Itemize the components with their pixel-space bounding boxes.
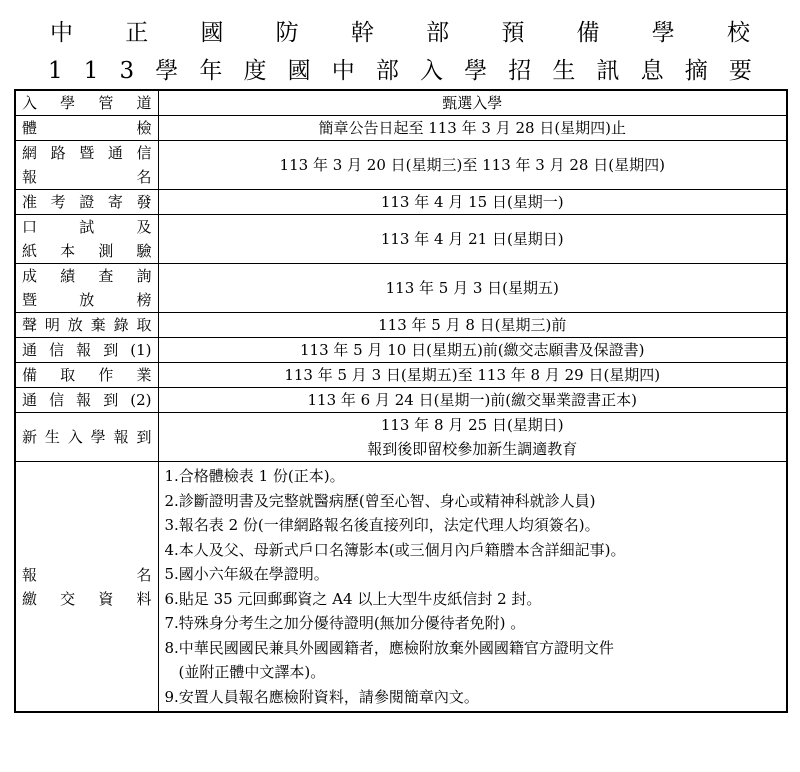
row-label-char: 報 (76, 341, 92, 359)
row-label-char: 榜 (136, 291, 152, 309)
row-label-char: 信 (136, 144, 152, 162)
row-label-char: 測 (98, 242, 114, 260)
row-label-char: 通 (22, 341, 38, 359)
row-label-char: 明 (44, 316, 60, 334)
row-label-line (22, 425, 152, 449)
title-char: 1 (48, 58, 63, 84)
title-char: 入 (420, 58, 444, 84)
row-label-line (22, 264, 152, 288)
row-value-line: 簡章公告日起至 113 年 3 月 28 日(星期四)止 (318, 119, 627, 137)
title-char: 部 (375, 58, 399, 84)
row-label-line (22, 388, 152, 412)
title-char: 校 (726, 20, 750, 46)
row-label (15, 90, 158, 116)
row-value (158, 215, 787, 264)
row-label-char: 績 (60, 267, 76, 285)
row-label-char: 報 (22, 565, 38, 584)
row-label-char: 試 (79, 218, 95, 236)
row-label-char: 報 (113, 428, 129, 446)
row-value (158, 90, 787, 116)
document-item: 9.安置人員報名應檢附資料，請參閱簡章內文。 (164, 687, 479, 706)
row-label-char: 准 (22, 193, 38, 211)
school-name-title (50, 18, 750, 48)
row-label (15, 338, 158, 363)
row-label-char: 到 (103, 391, 119, 409)
row-label (15, 215, 158, 264)
title-char: 1 (83, 58, 99, 84)
table-row (15, 313, 787, 338)
document-item: 4.本人及父、母新式戶口名簿影本(或三個月內戶籍謄本含詳細記事)。 (164, 540, 626, 559)
document-item: 8.中華民國國民兼具外國國籍者，應檢附放棄外國國籍官方證明文件 (164, 638, 614, 657)
title-char: 年 (199, 58, 223, 84)
document-item: 5.國小六年級在學證明。 (164, 565, 329, 583)
row-label-char: 料 (136, 589, 152, 608)
required-documents-list (158, 462, 787, 713)
row-label-char: 交 (60, 589, 76, 608)
row-label-line (22, 239, 152, 263)
row-label-char: 取 (60, 366, 76, 384)
row-label-char: 聲 (22, 316, 38, 334)
row-label-line (22, 141, 152, 165)
row-label-char: 學 (90, 428, 106, 446)
row-value (158, 338, 787, 363)
row-value-line: 113 年 6 月 24 日(星期一)前(繳交畢業證書正本) (307, 391, 637, 409)
row-label-char: 名 (136, 565, 152, 584)
row-value-line: 113 年 5 月 8 日(星期三)前 (378, 316, 567, 334)
row-label-char: 成 (22, 267, 38, 285)
table-row (15, 264, 787, 313)
table-row (15, 116, 787, 141)
table-row (15, 141, 787, 190)
row-label-char: 作 (98, 366, 114, 384)
title-char: 學 (651, 20, 675, 46)
title-char: 幹 (350, 20, 374, 46)
title-char: 摘 (684, 58, 708, 84)
row-label (15, 413, 158, 462)
row-label-char: 資 (98, 589, 114, 608)
row-label-char: 體 (22, 119, 38, 137)
row-value-line: 113 年 5 月 3 日(星期五)至 113 年 8 月 29 日(星期四) (284, 366, 661, 384)
row-value (158, 116, 787, 141)
row-value (158, 363, 787, 388)
row-label-char: 詢 (136, 267, 152, 285)
row-label-line (22, 587, 152, 611)
row-label-line (22, 215, 152, 239)
row-label-line (22, 288, 152, 312)
row-label-char: 業 (136, 366, 152, 384)
row-value (158, 141, 787, 190)
row-value (158, 388, 787, 413)
row-label-char: 寄 (107, 193, 123, 211)
row-label-char: 繳 (22, 589, 38, 608)
admission-summary-title (48, 56, 752, 86)
table-row (15, 363, 787, 388)
row-label-char: 暨 (22, 291, 38, 309)
title-char: 要 (728, 58, 752, 84)
row-label-char: 新 (22, 428, 38, 446)
row-value-line: 甄選入學 (442, 94, 503, 112)
row-label-char: (2) (130, 391, 152, 409)
row-label-line (22, 116, 152, 140)
title-char: 學 (464, 58, 488, 84)
table-row (15, 388, 787, 413)
title-char: 學 (155, 58, 179, 84)
row-label-char: 查 (98, 267, 114, 285)
row-label-char: 棄 (90, 316, 106, 334)
row-label-char: 路 (50, 144, 66, 162)
row-value-line: 113 年 4 月 21 日(星期日) (380, 230, 564, 248)
title-char: 招 (508, 58, 532, 84)
row-label-char: 暨 (79, 144, 95, 162)
title-char: 部 (426, 20, 450, 46)
row-label-char: 通 (107, 144, 123, 162)
row-label-char: 信 (49, 391, 65, 409)
row-value-line: 113 年 8 月 25 日(星期日) (380, 416, 564, 434)
row-label-char: 入 (22, 94, 38, 112)
title-char: 國 (200, 20, 224, 46)
row-label-char: 放 (67, 316, 83, 334)
document-item: 1.合格體檢表 1 份(正本)。 (164, 467, 345, 485)
title-char: 度 (243, 58, 267, 84)
row-label-char: 信 (49, 341, 65, 359)
row-label-char: 本 (60, 242, 76, 260)
row-label-char: 證 (79, 193, 95, 211)
row-label-char: 檢 (136, 119, 152, 137)
title-char: 3 (119, 58, 135, 84)
row-label-line (22, 91, 152, 115)
title-char: 生 (552, 58, 576, 84)
row-label-char: 報 (76, 391, 92, 409)
title-char: 防 (275, 20, 299, 46)
row-value (158, 413, 787, 462)
row-label-char: 通 (22, 391, 38, 409)
row-label-char: 道 (136, 94, 152, 112)
row-label-char: 到 (103, 341, 119, 359)
row-label-char: 錄 (113, 316, 129, 334)
row-label-line (22, 338, 152, 362)
title-char: 正 (125, 20, 149, 46)
row-label (15, 264, 158, 313)
row-label-char: 名 (136, 168, 152, 186)
row-label-char: 驗 (136, 242, 152, 260)
row-label (15, 313, 158, 338)
admission-schedule-table (14, 89, 788, 713)
table-row (15, 190, 787, 215)
row-label-line (22, 313, 152, 337)
document-item: 7.特殊身分考生之加分優待證明(無加分優待者免附) 。 (164, 614, 526, 632)
table-row (15, 413, 787, 462)
row-label-char: 及 (136, 218, 152, 236)
title-char: 預 (501, 20, 525, 46)
row-label-char: 入 (67, 428, 83, 446)
title-char: 備 (576, 20, 600, 46)
row-label-char: 到 (136, 428, 152, 446)
row-label-char: 考 (50, 193, 66, 211)
row-value (158, 313, 787, 338)
row-label-char: 紙 (22, 242, 38, 260)
row-value-line: 報到後即留校參加新生調適教育 (367, 440, 578, 458)
row-label-char: (1) (130, 341, 152, 359)
row-label (15, 190, 158, 215)
row-value-line: 113 年 3 月 20 日(星期三)至 113 年 3 月 28 日(星期四) (279, 156, 665, 174)
title-char: 息 (640, 58, 664, 84)
title-char: 訊 (596, 58, 620, 84)
row-label-char: 發 (136, 193, 152, 211)
row-value-line: 113 年 5 月 3 日(星期五) (385, 279, 559, 297)
document-item: 3.報名表 2 份(一律網路報名後直接列印，法定代理人均須簽名)。 (164, 516, 600, 534)
document-item: (並附正體中文譯本)。 (178, 663, 326, 681)
row-label-char: 管 (98, 94, 114, 112)
row-label-line (22, 363, 152, 387)
row-value (158, 190, 787, 215)
table-row (15, 215, 787, 264)
row-label (15, 363, 158, 388)
document-item: 2.診斷證明書及完整就醫病歷(曾至心智、身心或精神科就診人員) (164, 491, 596, 510)
table-row (15, 90, 787, 116)
row-label-char: 口 (22, 218, 38, 236)
title-char: 國 (287, 58, 311, 84)
row-label-char: 放 (79, 291, 95, 309)
row-label-line (22, 563, 152, 587)
row-label-line (22, 165, 152, 189)
title-char: 中 (50, 20, 73, 46)
row-label-line (22, 190, 152, 214)
row-label (15, 116, 158, 141)
row-label-char: 報 (22, 168, 38, 186)
row-label-char: 網 (22, 144, 38, 162)
row-label-char: 取 (136, 316, 152, 334)
document-item: 6.貼足 35 元回郵郵資之 A4 以上大型牛皮紙信封 2 封。 (164, 589, 542, 608)
row-label-char: 生 (44, 428, 60, 446)
title-char: 中 (331, 58, 355, 84)
row-label-char: 備 (22, 366, 38, 384)
row-value (158, 264, 787, 313)
table-row (15, 338, 787, 363)
required-documents-row (15, 462, 787, 713)
row-label (15, 388, 158, 413)
row-label (15, 141, 158, 190)
required-documents-label (15, 462, 158, 713)
row-value-line: 113 年 5 月 10 日(星期五)前(繳交志願書及保證書) (299, 341, 645, 359)
row-label-char: 學 (60, 94, 76, 112)
row-value-line: 113 年 4 月 15 日(星期一) (380, 193, 564, 211)
